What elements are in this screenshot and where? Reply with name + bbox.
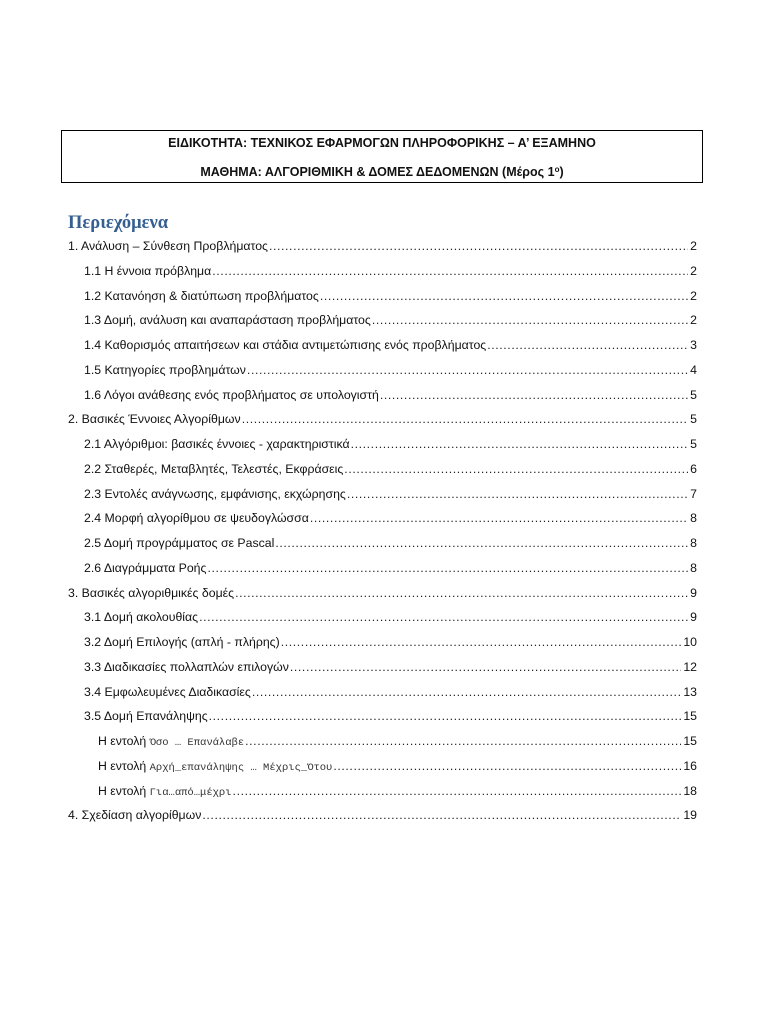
toc-entry-page-number: 5 xyxy=(690,412,697,426)
toc-entry-text: 2.5 Δομή προγράμματος σε Pascal xyxy=(84,536,275,550)
toc-entry-label xyxy=(98,758,332,776)
toc-entry[interactable] xyxy=(98,783,697,799)
toc-entry-text: 1.1 Η έννοια πρόβλημα xyxy=(84,264,212,278)
toc-entry-page-number: 2 xyxy=(690,239,697,253)
toc-entry-page-number: 15 xyxy=(683,709,697,723)
toc-entry-page-number: 15 xyxy=(683,734,697,748)
dot-leader xyxy=(281,634,682,650)
toc-entry-label xyxy=(84,486,346,502)
toc-entry-label xyxy=(84,312,371,328)
dot-leader xyxy=(207,560,688,576)
dot-leader xyxy=(380,387,688,403)
toc-entry-page-number: 5 xyxy=(690,388,697,402)
dot-leader xyxy=(344,461,688,477)
toc-entry-page-number: 16 xyxy=(683,759,697,773)
dot-leader xyxy=(275,535,688,551)
toc-entry[interactable] xyxy=(84,708,697,724)
toc-entry[interactable] xyxy=(84,486,697,502)
toc-entry-text: 3. Βασικές αλγοριθμικές δομές xyxy=(68,586,235,600)
toc-entry-text: 1. Ανάλυση – Σύνθεση Προβλήματος xyxy=(68,239,268,253)
toc-entry-label xyxy=(84,288,319,304)
toc-entry-page-number: 4 xyxy=(690,363,697,377)
toc-entry-label xyxy=(98,783,232,801)
toc-entry-label xyxy=(84,560,206,576)
toc-entry-text: Η εντολή xyxy=(98,734,150,748)
toc-entry-page-number: 19 xyxy=(683,808,697,822)
toc-entry-text: 3.3 Διαδικασίες πολλαπλών επιλογών xyxy=(84,660,289,674)
toc-entry[interactable] xyxy=(84,461,697,477)
toc-entry-label xyxy=(84,634,280,650)
toc-entry-label xyxy=(84,387,379,403)
toc-entry-text: 2.1 Αλγόριθμοι: βασικές έννοιες - χαρακτηριστικά xyxy=(84,437,350,451)
toc-entry-text: Η εντολή xyxy=(98,759,150,773)
dot-leader xyxy=(233,783,682,799)
toc-entry-text: 1.2 Κατανόηση & διατύπωση προβλήματος xyxy=(84,289,319,303)
dot-leader xyxy=(290,659,681,675)
toc-entry-text: Η εντολή xyxy=(98,784,150,798)
toc-entry-label xyxy=(84,684,251,700)
toc-entry-page-number: 5 xyxy=(690,437,697,451)
toc-entry[interactable] xyxy=(68,585,697,601)
toc-entry[interactable] xyxy=(84,362,697,378)
toc-entry-text: 2.4 Μορφή αλγορίθμου σε ψευδογλώσσα xyxy=(84,511,309,525)
toc-entry-page-number: 8 xyxy=(690,511,697,525)
toc-entry-text: 1.6 Λόγοι ανάθεσης ενός προβλήματος σε υπολογιστή xyxy=(84,388,379,402)
course-title-end: ) xyxy=(559,165,564,179)
toc-entry[interactable] xyxy=(98,733,697,749)
toc-entry[interactable] xyxy=(84,659,697,675)
toc-entry-page-number: 10 xyxy=(683,635,697,649)
toc-entry-command: Αρχή_επανάληψης … Μέχρις_Ότου xyxy=(149,762,333,774)
dot-leader xyxy=(202,807,681,823)
toc-entry-page-number: 2 xyxy=(690,264,697,278)
toc-entry-label xyxy=(84,337,486,353)
ordinal-superscript: ο xyxy=(554,165,560,174)
specialty-line: ΕΙΔΙΚΟΤΗΤΑ: ΤΕΧΝΙΚΟΣ ΕΦΑΡΜΟΓΩΝ ΠΛΗΡΟΦΟΡΙΚΗΣ – Α’ ΕΞΑΜΗΝΟ xyxy=(168,136,596,150)
toc-entry[interactable] xyxy=(68,807,697,823)
toc-entry-command: Όσο … Επανάλαβε xyxy=(149,737,245,749)
dot-leader xyxy=(212,263,688,279)
dot-leader xyxy=(209,708,682,724)
toc-entry[interactable] xyxy=(84,312,697,328)
toc-entry[interactable] xyxy=(98,758,697,774)
toc-entry-text: 1.4 Καθορισμός απαιτήσεων και στάδια αντιμετώπισης ενός προβλήματος xyxy=(84,338,487,352)
dot-leader xyxy=(320,288,688,304)
toc-entry-page-number: 7 xyxy=(690,487,697,501)
course-title: ΜΑΘΗΜΑ: ΑΛΓΟΡΙΘΜΙΚΗ & ΔΟΜΕΣ ΔΕΔΟΜΕΝΩΝ (Μέρος 1 xyxy=(200,165,555,179)
toc-entry[interactable] xyxy=(84,387,697,403)
dot-leader xyxy=(487,337,688,353)
toc-entry-label xyxy=(68,585,234,601)
dot-leader xyxy=(252,684,681,700)
dot-leader xyxy=(235,585,688,601)
toc-entry-page-number: 12 xyxy=(683,660,697,674)
toc-entry-page-number: 2 xyxy=(690,289,697,303)
dot-leader xyxy=(347,486,688,502)
toc-entry-page-number: 2 xyxy=(690,313,697,327)
toc-entry-text: 1.3 Δομή, ανάλυση και αναπαράσταση προβλήματος xyxy=(84,313,371,327)
toc-entry-text: 2.2 Σταθερές, Μεταβλητές, Τελεστές, Εκφράσεις xyxy=(84,462,344,476)
toc-entry[interactable] xyxy=(84,288,697,304)
toc-entry-label xyxy=(84,510,309,526)
toc-entry-page-number: 9 xyxy=(690,586,697,600)
toc-entry-text: 1.5 Κατηγορίες προβλημάτων xyxy=(84,363,246,377)
toc-entry-page-number: 18 xyxy=(683,784,697,798)
toc-entry-text: 3.4 Εμφωλευμένες Διαδικασίες xyxy=(84,685,251,699)
toc-entry-page-number: 6 xyxy=(690,462,697,476)
toc-entry-text: 2. Βασικές Έννοιες Αλγορίθμων xyxy=(68,412,241,426)
toc-entry[interactable] xyxy=(84,634,697,650)
toc-entry-label xyxy=(68,238,268,254)
toc-entry[interactable] xyxy=(84,535,697,551)
toc-entry-label xyxy=(84,436,350,452)
toc-entry-label xyxy=(84,659,289,675)
toc-entry-text: 2.3 Εντολές ανάγνωσης, εμφάνισης, εκχώρησης xyxy=(84,487,346,501)
toc-entry[interactable] xyxy=(84,436,697,452)
toc-entry-command: Για…από…μέχρι xyxy=(149,787,232,799)
dot-leader xyxy=(199,609,688,625)
toc-entry-page-number: 8 xyxy=(690,561,697,575)
toc-entry[interactable] xyxy=(68,411,697,427)
toc-entry-page-number: 3 xyxy=(690,338,697,352)
toc-entry-label xyxy=(84,263,211,279)
toc-entry-label xyxy=(84,535,274,551)
toc-entry[interactable] xyxy=(84,560,697,576)
dot-leader xyxy=(245,733,681,749)
dot-leader xyxy=(372,312,688,328)
toc-heading: Περιεχόμενα xyxy=(68,213,169,233)
dot-leader xyxy=(247,362,688,378)
toc-entry-label xyxy=(84,362,246,378)
toc-entry-text: 4. Σχεδίαση αλγορίθμων xyxy=(68,808,202,822)
toc-entry[interactable] xyxy=(84,510,697,526)
toc-entry[interactable] xyxy=(84,337,697,353)
toc-entry-text: 3.2 Δομή Επιλογής (απλή - πλήρης) xyxy=(84,635,280,649)
toc-entry-text: 2.6 Διαγράμματα Ροής xyxy=(84,561,207,575)
toc-entry-label xyxy=(68,807,201,823)
toc-entry-page-number: 8 xyxy=(690,536,697,550)
dot-leader xyxy=(242,411,688,427)
toc-entry-text: 3.5 Δομή Επανάληψης xyxy=(84,709,208,723)
dot-leader xyxy=(333,758,681,774)
toc-entry-page-number: 13 xyxy=(683,685,697,699)
toc-entry-page-number: 9 xyxy=(690,610,697,624)
toc-entry[interactable] xyxy=(84,263,697,279)
toc-entry-label xyxy=(98,733,244,751)
toc-entry-text: 3.1 Δομή ακολουθίας xyxy=(84,610,199,624)
toc-entry-label xyxy=(84,708,208,724)
toc-entry-label xyxy=(84,461,343,477)
dot-leader xyxy=(310,510,688,526)
toc-entry[interactable] xyxy=(84,609,697,625)
dot-leader xyxy=(351,436,689,452)
toc-entry[interactable] xyxy=(84,684,697,700)
toc-entry-label xyxy=(68,411,241,427)
toc-entry[interactable] xyxy=(68,238,697,254)
dot-leader xyxy=(269,238,688,254)
toc-entry-label xyxy=(84,609,198,625)
